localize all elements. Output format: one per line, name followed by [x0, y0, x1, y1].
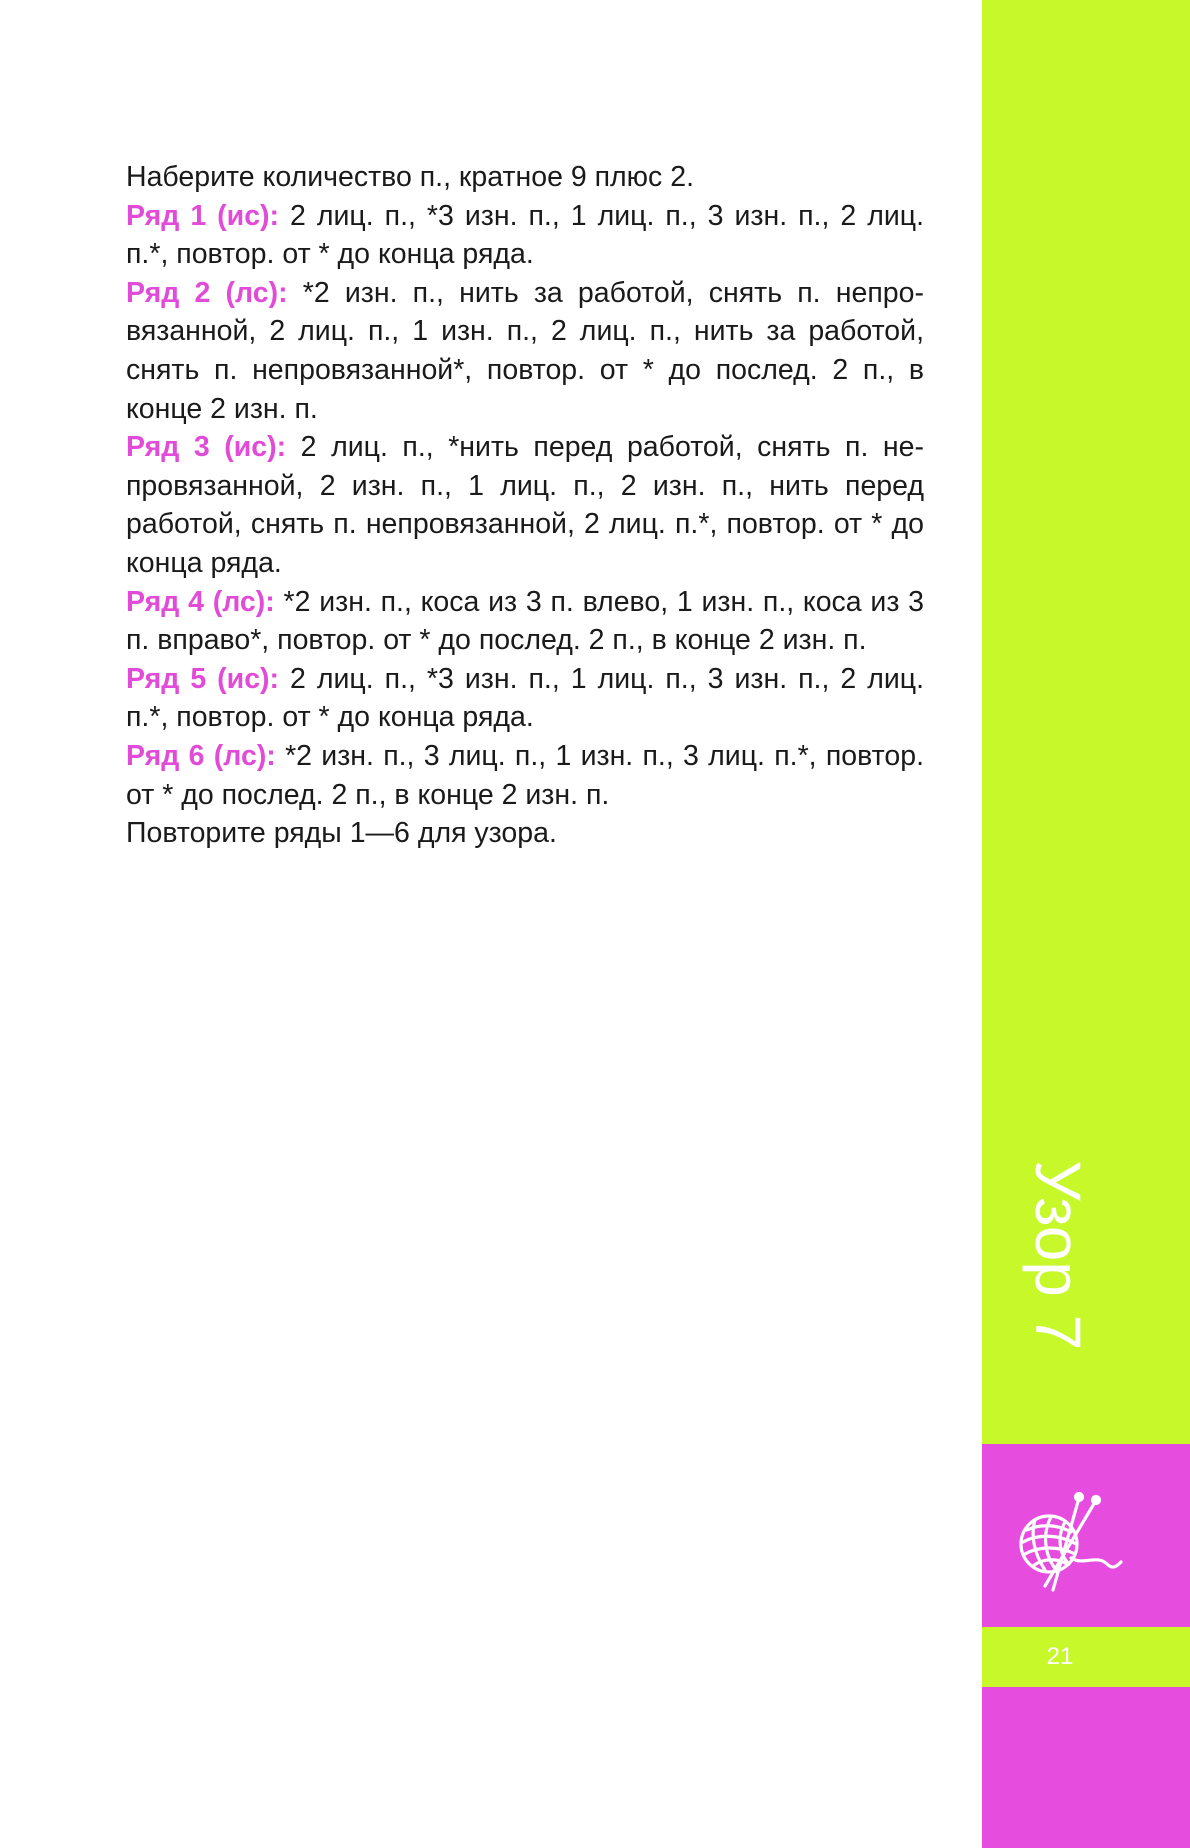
row-2-instruction — [126, 274, 924, 428]
row-1-text: 2 лиц. п., *3 изн. п., 1 лиц. п., 3 изн. п., 2 лиц. п.*, повтор. от * до конца ряда. — [126, 199, 924, 271]
row-3-label: Ряд 3 (ис): — [126, 431, 287, 464]
row-4-instruction — [126, 583, 924, 660]
repeat-instruction: Повторите ряды 1—6 для узора. — [126, 817, 557, 850]
row-3-instruction — [126, 428, 924, 582]
row-4-text: *2 изн. п., коса из 3 п. влево, 1 изн. п., коса из 3 п. вправо*, повтор. от * до послед. 2 п., в конце 2 изн. п. — [126, 585, 924, 657]
row-1-label: Ряд 1 (ис): — [126, 199, 280, 232]
pattern-title — [1022, 1160, 1120, 1420]
row-6-instruction — [126, 737, 924, 814]
yarn-ball-with-needles-icon — [1005, 1488, 1127, 1594]
row-2-text: *2 изн. п., нить за работой, снять п. непровязанной, 2 лиц. п., 1 изн. п., 2 лиц. п., нить за работой, снять п. непровязанной*, повтор. от * до послед. 2 п., в конце 2 изн. п. — [126, 276, 924, 425]
row-2-label: Ряд 2 (лс): — [126, 276, 288, 309]
row-5-label: Ряд 5 (ис): — [126, 662, 280, 695]
sidebar-pink-bottom-band — [982, 1687, 1190, 1848]
pattern-instructions — [126, 158, 924, 853]
cast-on-instruction: Наберите количество п., кратное 9 плюс 2. — [126, 161, 694, 193]
row-6-label: Ряд 6 (лс): — [126, 739, 276, 772]
page-number: 21 — [1046, 1643, 1074, 1670]
row-4-label: Ряд 4 (лс): — [126, 585, 275, 618]
pattern-title-text: Узор 7 — [1022, 1160, 1094, 1351]
row-6-text: *2 изн. п., 3 лиц. п., 1 изн. п., 3 лиц. п.*, повтор. от * до послед. 2 п., в конце 2 изн. п. — [126, 739, 924, 811]
row-5-text: 2 лиц. п., *3 изн. п., 1 лиц. п., 3 изн. п., 2 лиц. п.*, повтор. от * до конца ряда. — [126, 662, 924, 734]
row-3-text: 2 лиц. п., *нить перед работой, снять п. непровязанной, 2 изн. п., 1 лиц. п., 2 изн. п., нить перед работой, снять п. непровязанной, 2 лиц. п.*, повтор. от * до конца ряда. — [126, 431, 925, 579]
row-1-instruction — [126, 197, 924, 274]
row-5-instruction — [126, 660, 924, 737]
